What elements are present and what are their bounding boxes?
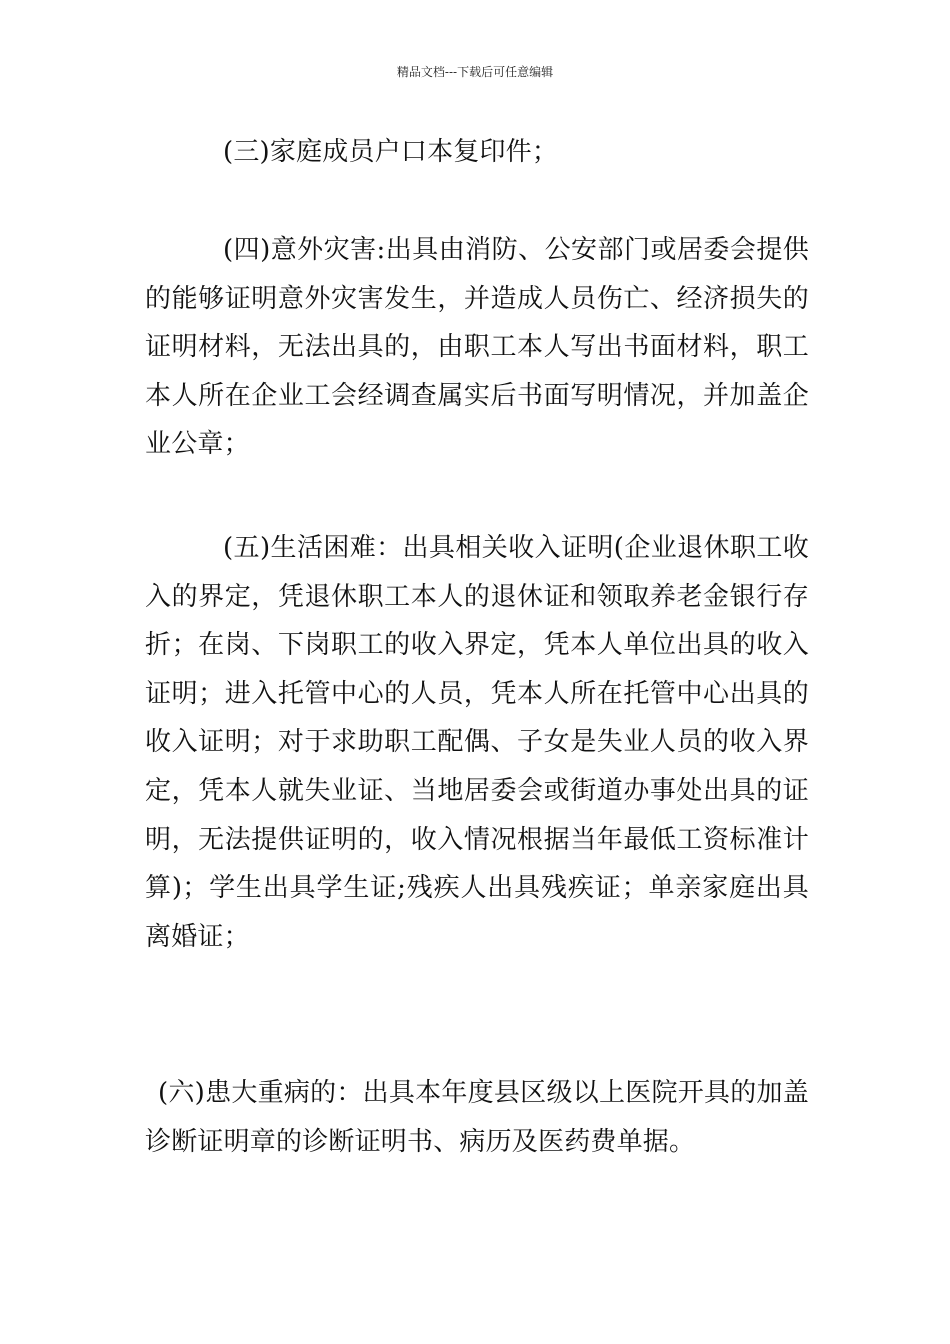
paragraph-accident-disaster: (四)意外灾害:出具由消防、公安部门或居委会提供的能够证明意外灾害发生，并造成人员伤亡、经济损失的证明材料，无法出具的，由职工本人写出书面材料，职工本人所在企业工会经调查属实后书面写明情况，并加盖企业公章；: [145, 235, 809, 460]
page-header: 精品文档---下载后可任意编辑: [396, 65, 554, 79]
paragraph-household-register: (三)家庭成员户口本复印件；: [223, 137, 559, 167]
paragraph-serious-illness: (六)患大重病的：出具本年度县区级以上医院开具的加盖诊断证明章的诊断证明书、病历及医药费单据。: [145, 1078, 809, 1157]
paragraph-living-hardship: (五)生活困难：出具相关收入证明(企业退休职工收入的界定，凭退休职工本人的退休证和领取养老金银行存折；在岗、下岗职工的收入界定，凭本人单位出具的收入证明；进入托管中心的人员，凭本人所在托管中心出具的收入证明；对于求助职工配偶、子女是失业人员的收入界定，凭本人就失业证、当地居委会或街道办事处出具的证明，无法提供证明的，收入情况根据当年最低工资标准计算)；学生出具学生证;残疾人出具残疾证；单亲家庭出具离婚证；: [145, 533, 809, 952]
